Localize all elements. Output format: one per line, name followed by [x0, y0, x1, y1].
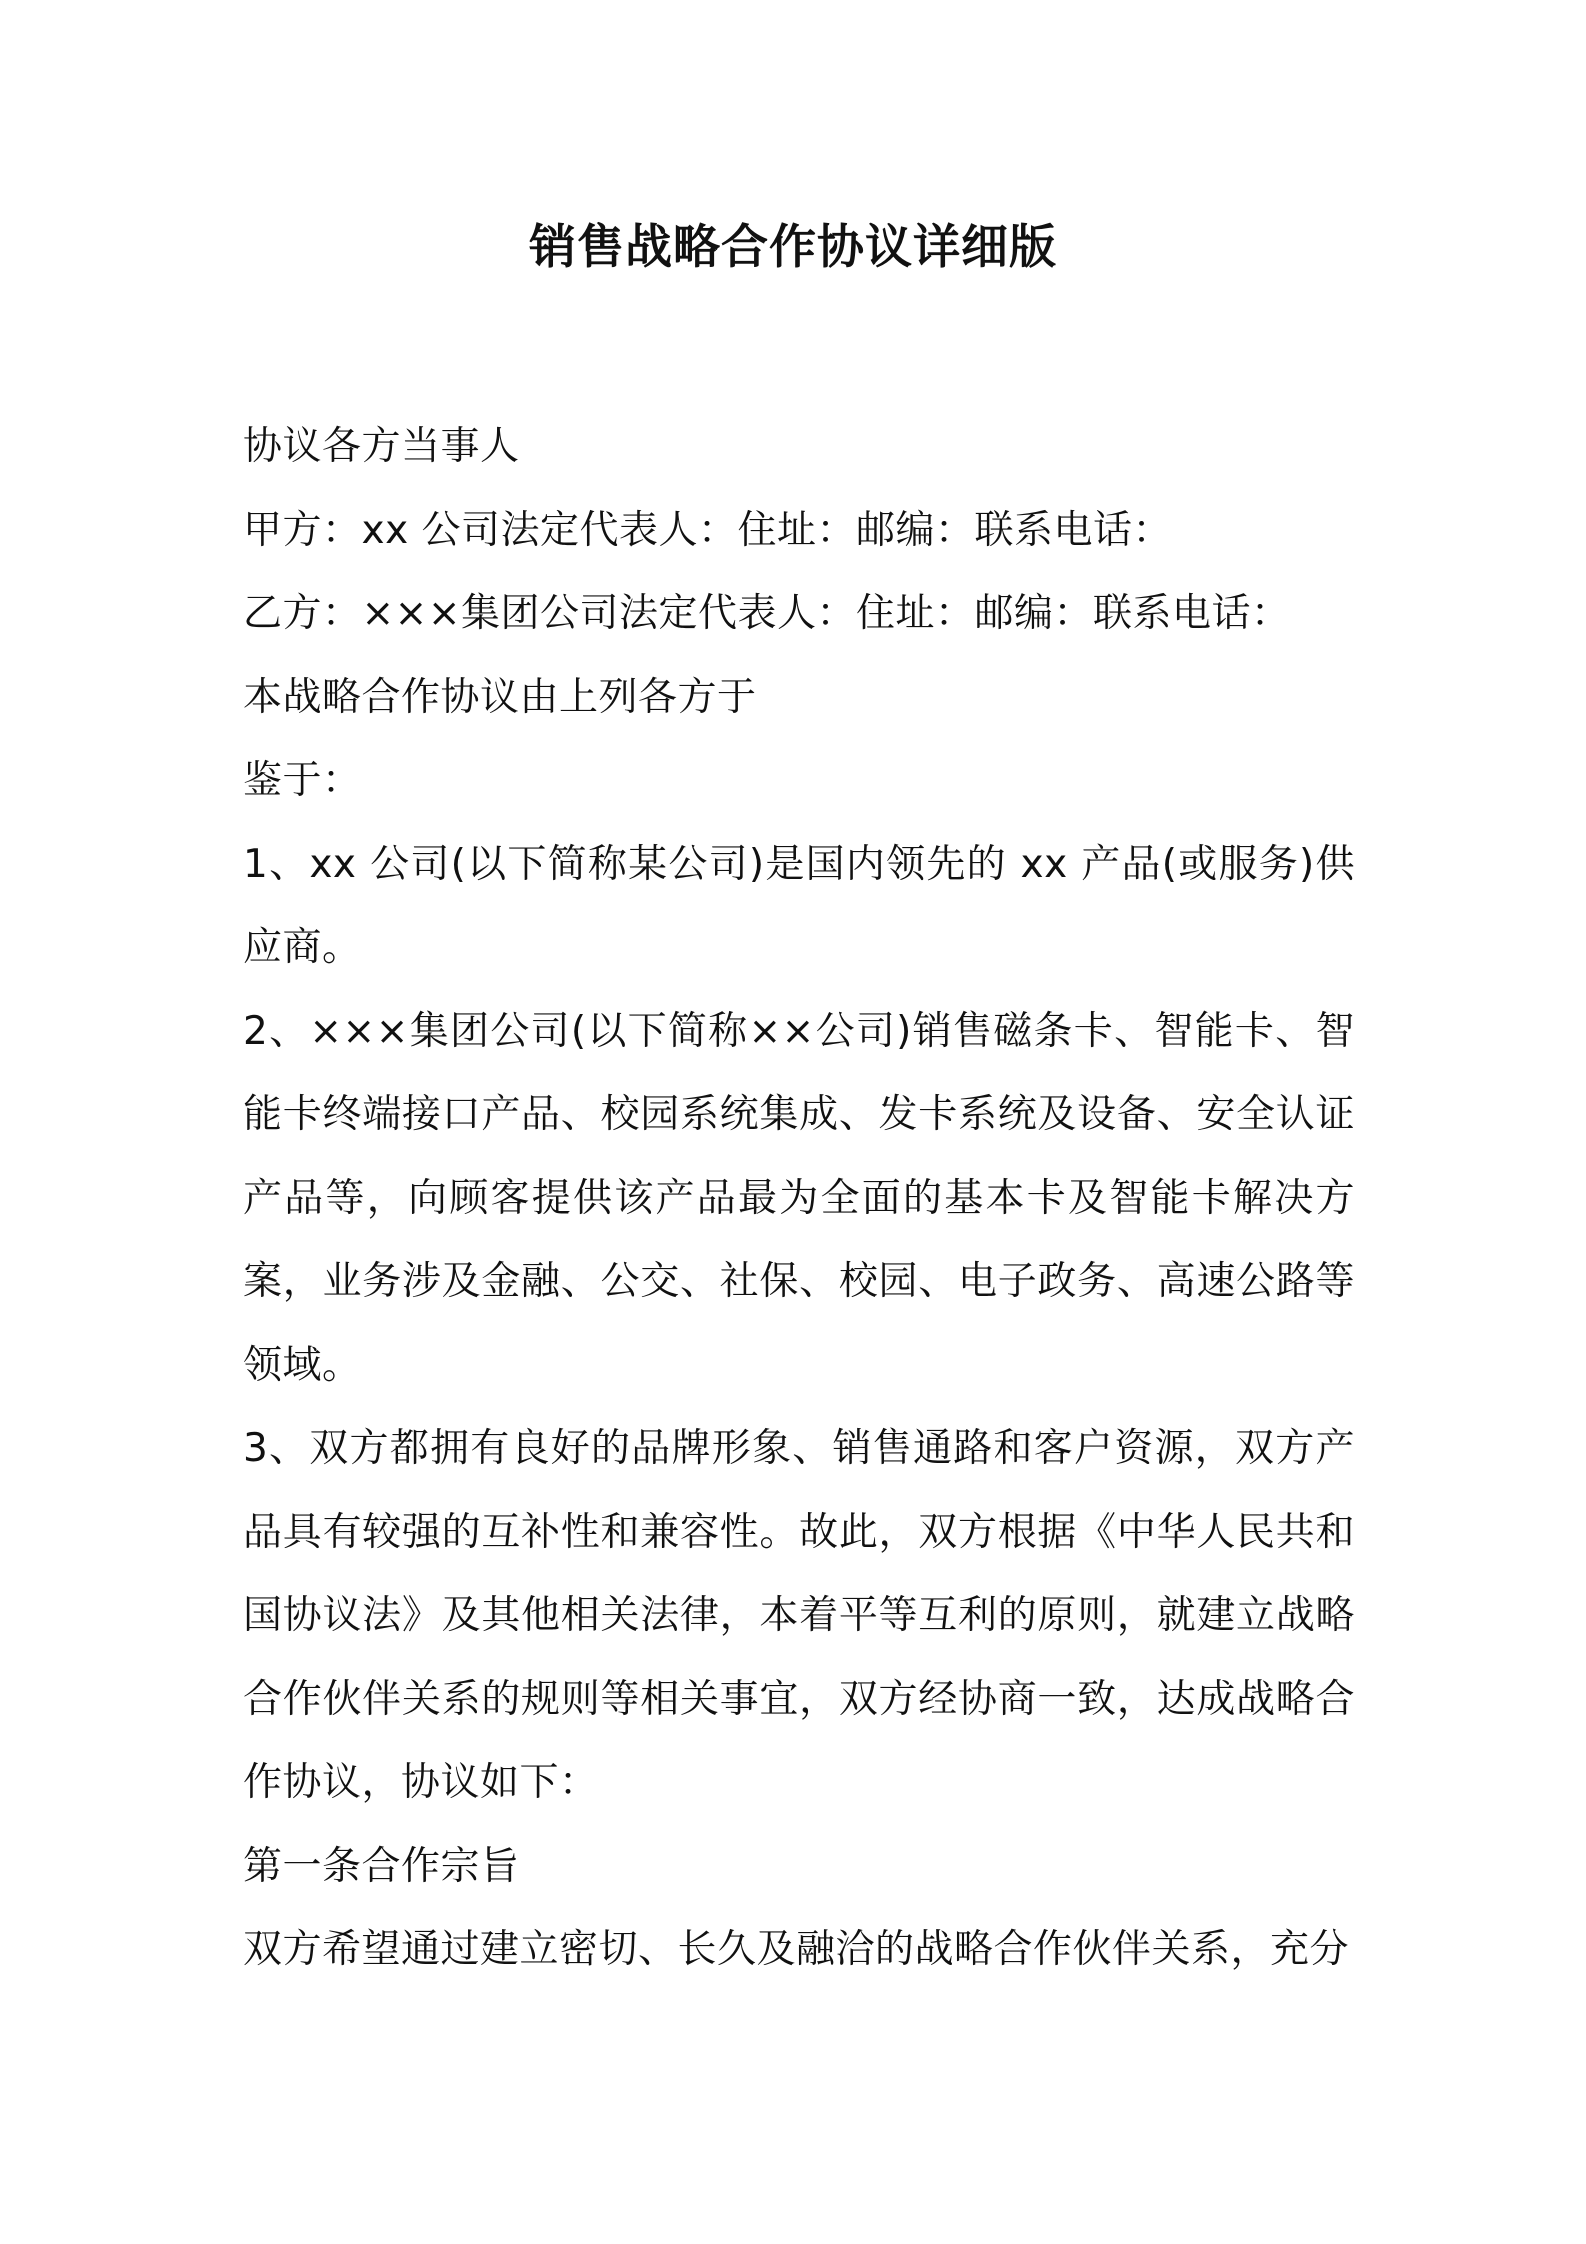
whereas-clause-3: 3、双方都拥有良好的品牌形象、销售通路和客户资源，双方产品具有较强的互补性和兼容性。故此，双方根据《中华人民共和国协议法》及其他相关法律，本着平等互利的原则，就建立战略合作伙伴关系的规则等相关事宜，双方经协商一致，达成战略合作协议，协议如下： [243, 1426, 1355, 1805]
party-b-line: 乙方：×××集团公司法定代表人：住址：邮编：联系电话： [243, 591, 1291, 636]
document-title: 销售战略合作协议详细版 [529, 220, 1057, 275]
whereas-clause-1: 1、xx 公司(以下简称某公司)是国内领先的 xx 产品(或服务)供应商。 [243, 841, 1355, 970]
party-a-line: 甲方：xx 公司法定代表人：住址：邮编：联系电话： [243, 507, 1173, 553]
agreement-intro: 本战略合作协议由上列各方于 [243, 674, 757, 720]
parties-heading: 协议各方当事人 [243, 424, 520, 469]
document-body [243, 405, 1355, 1992]
article-1-text: 双方希望通过建立密切、长久及融洽的战略合作伙伴关系，充分 [243, 1927, 1350, 1972]
article-1-heading: 第一条合作宗旨 [243, 1843, 520, 1889]
whereas-heading: 鉴于： [243, 758, 362, 803]
whereas-clause-2: 2、×××集团公司(以下简称××公司)销售磁条卡、智能卡、智能卡终端接口产品、校园系统集成、发卡系统及设备、安全认证产品等，向顾客提供该产品最为全面的基本卡及智能卡解决方案，业务涉及金融、公交、社保、校园、电子政务、高速公路等领域。 [243, 1008, 1355, 1388]
